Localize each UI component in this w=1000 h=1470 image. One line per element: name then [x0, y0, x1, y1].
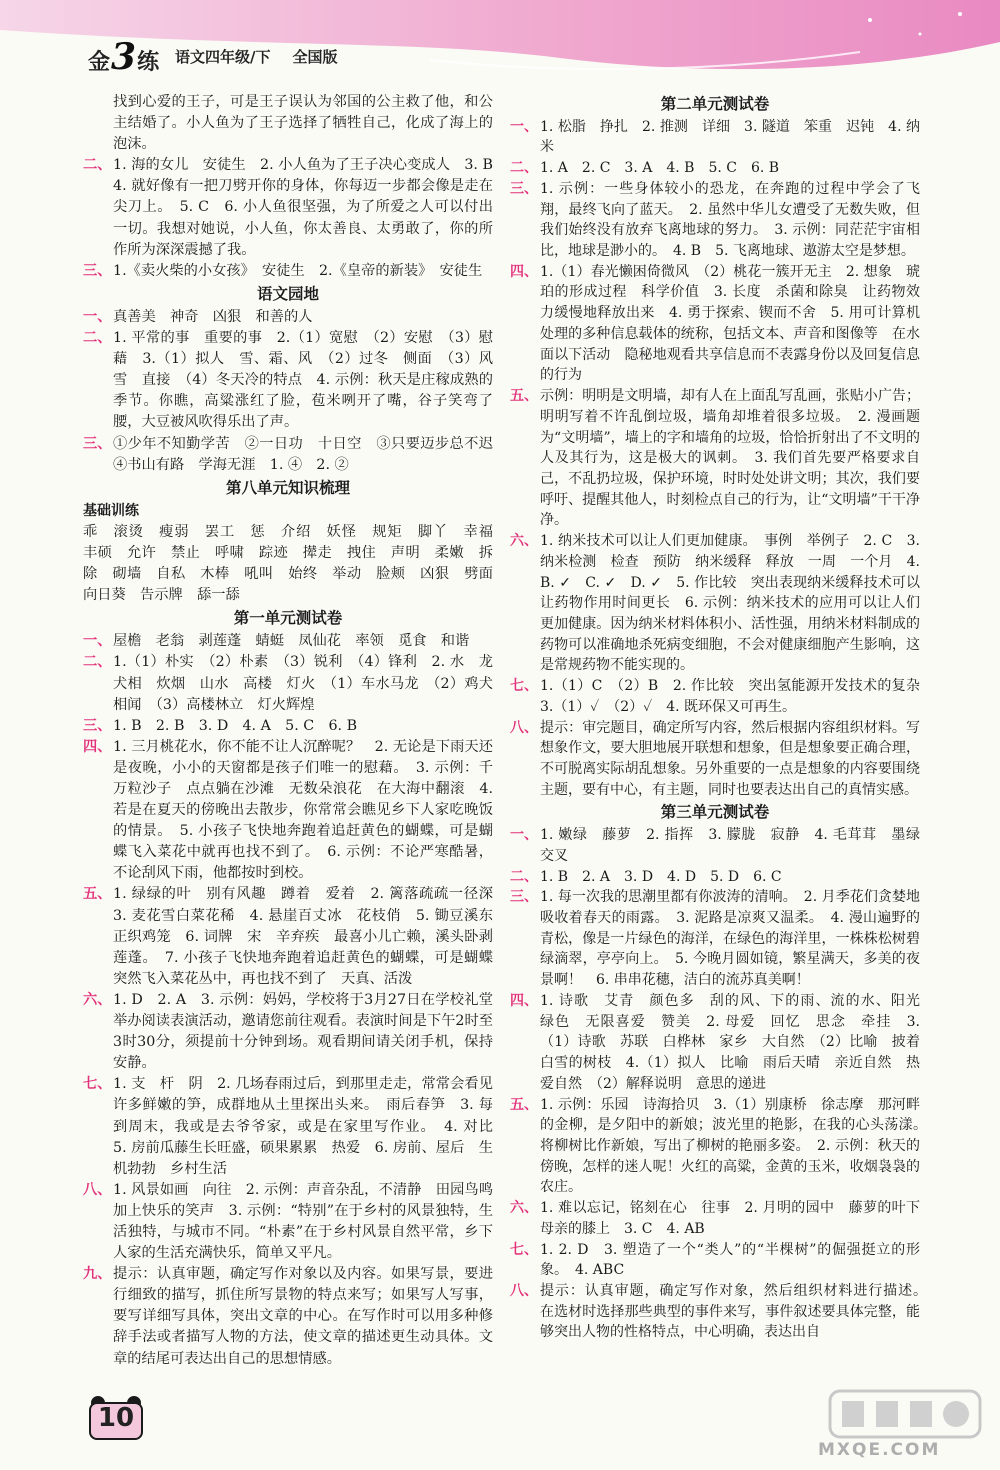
answer-item: [83, 716, 493, 737]
answer-item: [510, 262, 920, 386]
answer-text: 屋檐 老翁 剥莲蓬 蜻蜓 凤仙花 率领 觅食 和谐: [113, 633, 470, 650]
answer-text: 1.（1）春光懒困倚微风 （2）桃花一簇开无主 2. 想象 琥珀的形成过程 科学价值 3. 长度 杀菌和除臭 让药物效力缓慢地释放出来 4. 勇于探索、锲而不舍 5. 用可计算机处理的多种信息载体的统称，包括文本、声音和图像等 在水面以下活动 隐秘地观看共享信息而不表露身份以及回复信息的行为: [540, 263, 920, 384]
answer-text: 提示：认真审题，确定写作对象，然后组织材料进行描述。 在选材时选择那些典型的事件来写，事件叙述要具体完整，能够突出人物的性格特点，中心明确，表达出自: [540, 1282, 934, 1341]
answer-item: [83, 884, 508, 989]
section-title: 第一单元测试卷: [233, 609, 343, 628]
subject-label: 语文四年级/下: [175, 48, 271, 66]
question-number: 九、: [83, 1266, 112, 1283]
answer-item: [510, 179, 920, 262]
answer-item: [510, 531, 920, 676]
answer-item: [83, 737, 493, 885]
question-number: 四、: [510, 992, 538, 1009]
answer-item: [510, 718, 920, 801]
question-number: 五、: [83, 886, 112, 903]
section-title: 第二单元测试卷: [660, 95, 770, 113]
subsection-title: 基础训练: [83, 502, 139, 519]
section-title: 语文园地: [256, 284, 319, 303]
answer-text: 1. D 2. A 3. 示例：妈妈，学校将于3月27日在学校礼堂举办阅读表演活动，邀请您前往观看。表演时间是下午2时至3时30分，须提前十分钟到场。观看期间请关闭手机，保持安静。: [113, 991, 493, 1072]
question-number: 七、: [510, 1241, 538, 1258]
answer-text: 1.（1）朴实 （2）朴素 （3）锐利 （4）锋利 2. 水 龙 犬相 炊烟 山水 高楼 灯火 （1）车水马龙 （2）鸡犬相闻 （3）高楼林立 灯火辉煌: [113, 654, 508, 713]
question-number: 四、: [83, 738, 112, 755]
answer-text: 1. 嫩绿 藤萝 2. 指挥 3. 朦胧 寂静 4. 毛茸茸 墨绿 交叉: [540, 827, 934, 864]
question-number: 六、: [83, 991, 112, 1008]
question-number: 六、: [510, 533, 538, 550]
answer-item: [83, 307, 493, 328]
question-number: 一、: [83, 633, 112, 650]
question-number: 二、: [510, 160, 538, 177]
question-number: 七、: [83, 1076, 112, 1093]
answer-text: 示例：明明是文明墙，却有人在上面乱写乱画，张贴小广告；明明写着不许乱倒垃圾，墙角却堆着很多垃圾。 2. 漫画题为“文明墙”，墙上的字和墙角的垃圾，恰恰折射出了不文明的人及其行为，这是极大的讽刺。 3. 我们首先要严格要求自己，不乱扔垃圾，保护环境，时时处处讲文明；其次，我们要呼吁、提醒其他人，时刻检点自己的行为，让“文明墙”干干净净。: [540, 388, 920, 529]
question-number: 四、: [510, 263, 538, 280]
answer-item: [510, 117, 920, 158]
answer-item: [83, 990, 493, 1074]
answer-text: 1. 示例：乐园 诗海拾贝 3.（1）别康桥 徐志摩 那河畔的金柳，是夕阳中的新娘；波光里的艳影，在我的心头荡漾。 将柳树比作新娘，写出了柳树的艳丽多姿。 2. 示例：秋天的傍晚，怎样的迷人呢！火红的高粱，金黄的玉米，收烟袅袅的农庄。: [540, 1096, 934, 1196]
answer-item: [510, 386, 920, 531]
answer-text: 1. 绿绿的叶 别有风趣 蹲着 爱着 2. 篱落疏疏一径深 3. 麦花雪白菜花稀 4. 悬崖百丈冰 花枝俏 5. 锄豆溪东 正织鸡笼 6. 词牌 宋 辛弃疾 最喜小儿亡赖，溪头卧剥莲蓬。 7. 小孩子飞快地奔跑着追赶黄色的蝴蝶，可是蝴蝶突然飞入菜花丛中，再也找不到了 天真、活泼: [113, 886, 508, 987]
question-number: 一、: [83, 308, 112, 325]
answer-item: [510, 1281, 934, 1343]
page-number: 10: [97, 1403, 135, 1433]
answer-text: 真善美 神奇 凶狠 和善的人: [113, 308, 313, 325]
answer-text: 1.（1）C （2）B 2. 作比较 突出氢能源开发技术的复杂 3.（1）✓ （2）✓ 4. 既环保又可再生。: [540, 678, 934, 715]
answer-item: [83, 1074, 508, 1179]
answer-continuation: 找到心爱的王子，可是王子误认为邻国的公主救了他，和公主结婚了。小人鱼为了王子选择了牺牲自己，化成了海上的泡沫。: [113, 94, 493, 153]
question-number: 三、: [510, 889, 538, 906]
answer-item: [510, 1095, 934, 1199]
answer-item: [83, 155, 508, 260]
watermark-text: MXQE.COM: [818, 1440, 941, 1460]
answer-text: 提示：认真审题，确定写作对象以及内容。如果写景，要进行细致的描写，抓住所写景物的特点来写；如果写人写事，要写详细写具体，突出文章的中心。在写作时可以用多种修辞手法或者描写人物的方法，使文章的描述更生动具体。文章的结尾可表达出自己的思想情感。: [113, 1266, 493, 1367]
answer-item: [83, 652, 508, 715]
answer-item: [510, 991, 934, 1095]
answer-item: [83, 1264, 493, 1369]
answer-item: [83, 434, 508, 476]
answer-text: 1. 三月桃花水，你不能不让人沉醉呢？ 2. 无论是下雨天还是夜晚，小小的天窗都是孩子们唯一的慰藉。 3. 示例：千万粒沙子 点点躺在沙滩 无数朵浪花 在大海中翻滚 4. 若是在夏天的傍晚出去散步，你常常会瞧见乡下人家吃晚饭的情景。 5. 小孩子飞快地奔跑着追赶黄色的蝴蝶，可是蝴蝶飞入菜花中就再也找不到了。 6. 示例：不论严寒酷暑，不论刮风下雨，他都按时到校。: [113, 738, 493, 882]
brand-logo: 金3练: [88, 36, 161, 78]
answer-item: [83, 261, 493, 282]
answer-item: [83, 328, 493, 433]
question-number: 二、: [83, 157, 112, 174]
question-number: 一、: [510, 827, 538, 844]
section-title: 第三单元测试卷: [660, 803, 770, 822]
question-number: 七、: [510, 678, 538, 695]
answer-text: 1. B 2. A 3. D 4. D 5. D 6. C: [540, 868, 782, 885]
question-number: 五、: [510, 1096, 538, 1113]
answer-text: 1. A 2. C 3. A 4. B 5. C 6. B: [540, 160, 780, 177]
question-number: 八、: [510, 719, 538, 736]
question-number: 八、: [83, 1181, 112, 1198]
answer-item: [510, 1198, 934, 1239]
question-number: 八、: [510, 1282, 538, 1299]
question-number: 三、: [83, 435, 112, 452]
answer-item: [510, 825, 934, 866]
vocabulary-list: 乖 滚烫 瘦弱 罢工 惩 介绍 妖怪 规矩 脚丫 幸福 丰硕 允许 禁止 呼啸 踪迹 撵走 拽住 声明 柔嫩 拆除 砌墙 自私 木棒 吼叫 始终 举动 脸颊 凶狠 劈面 向日葵 告示牌 舔一舔: [83, 523, 508, 604]
question-number: 三、: [510, 180, 538, 197]
section-title: 第八单元知识梳理: [225, 478, 350, 497]
question-number: 二、: [510, 868, 538, 885]
question-number: 三、: [83, 717, 112, 734]
question-number: 六、: [510, 1200, 538, 1217]
answer-text: 1. 纳米技术可以让人们更加健康。 事例 举例子 2. C 3. 纳米检测 检查 预防 纳米缓释 释放 一周 一个月 4. B. ✓ C. ✓ D. ✓ 5. 作比较 突出表现纳米缓释技术可以让药物作用时间更长 6. 示例：纳米技术的应用可以让人们更加健康。因为纳米材料体积小、活性强，用纳米材料制成的药物可以准确地杀死病变细胞，不会对健康细胞产生影响，这是常规药物不能实现的。: [540, 533, 920, 674]
left-column: [83, 92, 508, 1370]
answer-text: 1. 每一次我的思潮里都有你波涛的清响。 2. 月季花们贪婪地吸收着春天的雨露。 3. 泥路是凉爽又温柔。 4. 漫山遍野的青松，像是一片绿色的海洋，在绿色的海洋里，一株株松树碧绿滴翠，亭亭向上。 5. 今晚月圆如镜，繁星满天，多美的夜景啊！ 6. 串串花穗，洁白的流苏真美啊！: [540, 889, 920, 989]
answer-text: 1. 松脂 挣扎 2. 推测 详细 3. 隧道 笨重 迟钝 4. 纳米: [540, 118, 920, 156]
question-number: 一、: [510, 118, 538, 135]
answer-item: [510, 158, 920, 179]
edition-label: 全国版: [292, 48, 338, 66]
answer-text: 1. 支 杆 阴 2. 几场春雨过后，到那里走走，常常会看见许多鲜嫩的笋，成群地从土里探出头来。 雨后春笋 3. 每到周末，我或是去爷爷家，或是在家里写作业。 4. 对比 5. 房前瓜藤生长旺盛，硕果累累 热爱 6. 房前、屋后 生机勃勃 乡村生活: [113, 1076, 508, 1177]
answer-text: 1. 风景如画 向往 2. 示例：声音杂乱，不清静 田园鸟鸣加上快乐的笑声 3. 示例：“特别”在于乡村的风景独特，生活独特，与城市不同。“朴素”在于乡村风景自然平常，乡下人家的生活充满快乐，简单又平凡。: [113, 1181, 493, 1262]
answer-item: [510, 887, 920, 991]
right-column: [510, 92, 934, 1343]
answer-text: 提示：审完题目，确定所写内容，然后根据内容组织材料。写想象作文，要大胆地展开联想和想象，但是想象要正确合理，不可脱离实际胡乱想象。另外重要的一点是想象的内容要围绕主题，要有中心，有主题，同时也要表达出自己的真情实感。: [540, 719, 920, 798]
question-number: 三、: [83, 262, 112, 279]
answer-item: [510, 867, 920, 888]
answer-text: 1. 2. D 3. 塑造了一个“类人”的“半棵树”的倔强挺立的形象。 4. ABC: [540, 1241, 920, 1279]
answer-text: 1. 示例：一些身体较小的恐龙，在奔跑的过程中学会了飞翔，最终飞向了蓝天。 2. 虽然中华儿女遭受了无数失败，但我们始终没有放弃飞离地球的努力。 3. 示例：同茫茫宇宙相比，地球是渺小的。 4. B 5. 飞离地球、遨游太空是梦想。: [540, 180, 920, 260]
question-number: 五、: [510, 388, 538, 405]
page-header: [0, 0, 1000, 78]
answer-text: 1. 难以忘记，铭刻在心 往事 2. 月明的园中 藤萝的叶下 母亲的膝上 3. C 4. AB: [540, 1200, 934, 1237]
answer-item: [510, 676, 934, 717]
question-number: 二、: [83, 654, 112, 671]
answer-item: [83, 631, 493, 652]
answer-text: 1. 平常的事 重要的事 2.（1）宽慰 （2）安慰 （3）慰藉 3.（1）拟人 雪、霜、风 （2）过冬 侧面 （3）风雪 直接 （4）冬天冷的特点 4. 示例：秋天是庄稼成熟的季节。你瞧，高粱涨红了脸，苞米咧开了嘴，谷子笑弯了腰，大豆被风吹得乐出了声。: [113, 330, 493, 431]
answer-text: 1. 诗歌 艾青 颜色多 刮的风、下的雨、流的水、阳光 绿色 无限喜爱 赞美 2. 母爱 回忆 思念 牵挂 3.（1）诗歌 苏联 白桦林 家乡 大自然 （2）比喻 披着白雪的树枝 4.（1）拟人 比喻 雨后天晴 亲近自然 热爱自然 （2）解释说明 意思的递进: [540, 992, 934, 1092]
answer-text: ①少年不知勤学苦 ②一日功 十日空 ③只要迈步总不迟 ④书山有路 学海无涯 1. ④ 2. ②: [113, 435, 508, 473]
answer-item: [83, 1180, 493, 1264]
question-number: 二、: [83, 330, 112, 347]
book-info: [175, 46, 338, 67]
answer-text: 1. B 2. B 3. D 4. A 5. C 6. B: [113, 717, 358, 734]
answer-text: 1. 海的女儿 安徒生 2. 小人鱼为了王子决心变成人 3. B 4. 就好像有一把刀劈开你的身体，你每迈一步都会像是走在尖刀上。 5. C 6. 小人鱼很坚强，为了所爱之人可以付出一切。我想对她说，小人鱼，你太善良、太勇敢了，你的所作所为深深震撼了我。: [113, 157, 508, 258]
answer-text: 1.《卖火柴的小女孩》 安徒生 2.《皇帝的新装》 安徒生: [113, 262, 483, 279]
answer-item: [510, 1240, 920, 1281]
